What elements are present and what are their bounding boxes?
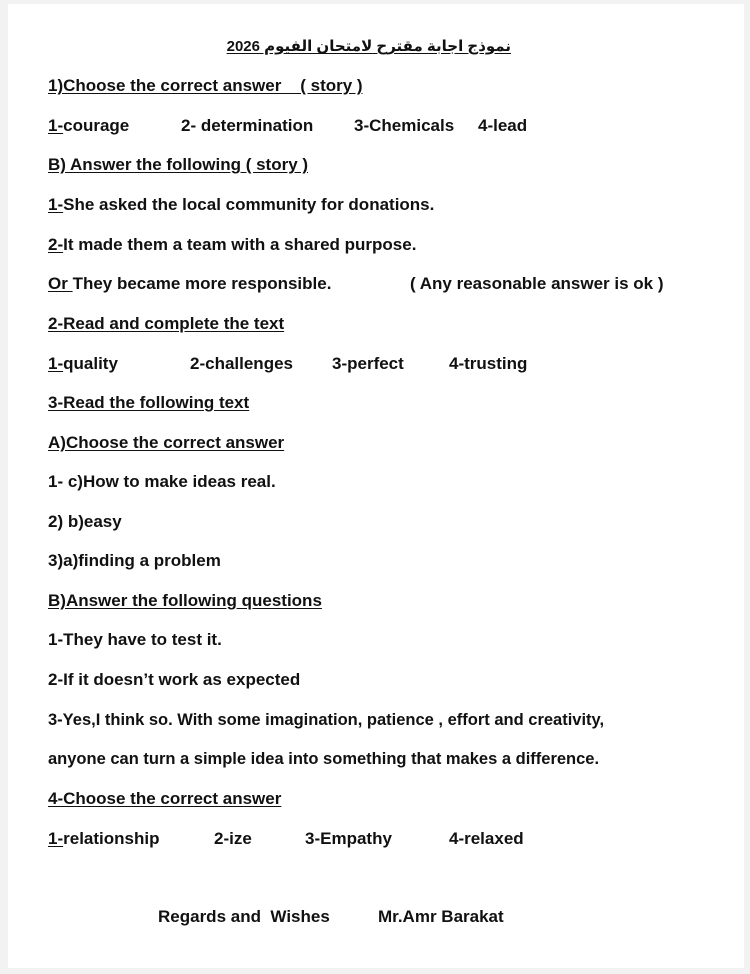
section4-heading: 4-Choose the correct answer <box>48 789 282 808</box>
regards-text: Regards and Wishes <box>158 907 330 926</box>
section3-heading: 3-Read the following text <box>48 393 250 412</box>
answer-text: They became more responsible. <box>72 274 332 293</box>
answer-number: 2- <box>48 235 64 254</box>
answer-text: courage <box>63 116 130 135</box>
section1-b-answer-2 <box>48 235 416 255</box>
answer-number: 1- <box>48 829 64 848</box>
section1-answer-4: 4-lead <box>478 116 528 135</box>
or-label: Or <box>48 274 73 293</box>
reasonable-answer-note: ( Any reasonable answer is ok ) <box>410 274 664 293</box>
section4-answer-4: 4-relaxed <box>449 829 524 848</box>
answer-text: quality <box>63 354 118 373</box>
answer-sheet-page <box>8 4 744 968</box>
section3-b-answer-3-line1: 3-Yes,I think so. With some imagination, patience , effort and creativity, <box>48 711 605 729</box>
section1-heading: 1)Choose the correct answer ( story ) <box>48 76 363 95</box>
answer-text: She asked the local community for donations. <box>63 195 435 214</box>
section1-answer-3: 3-Chemicals <box>354 116 455 135</box>
section4-answer-2: 2-ize <box>214 829 252 848</box>
page-title: نموذج اجابة مقترح لامتحان الفيوم 2026 <box>226 38 511 55</box>
section3-b-heading: B)Answer the following questions <box>48 591 322 610</box>
section3-b-answer-2: 2-If it doesn’t work as expected <box>48 670 301 689</box>
section3-a-answer-3: 3)a)finding a problem <box>48 551 221 570</box>
section3-a-heading: A)Choose the correct answer <box>48 433 285 452</box>
answer-number: 1- <box>48 116 64 135</box>
section1-b-answer-1 <box>48 195 434 215</box>
section2-answer-3: 3-perfect <box>332 354 404 373</box>
section1-b-heading: B) Answer the following ( story ) <box>48 155 309 174</box>
section3-b-answer-1: 1-They have to test it. <box>48 630 222 649</box>
answer-number: 1- <box>48 354 64 373</box>
section3-a-answer-1: 1- c)How to make ideas real. <box>48 472 276 491</box>
author-name: Mr.Amr Barakat <box>378 907 504 926</box>
section3-a-answer-2: 2) b)easy <box>48 512 122 531</box>
section1-answer-2: 2- determination <box>181 116 314 135</box>
section4-answer-3: 3-Empathy <box>305 829 392 848</box>
section2-heading: 2-Read and complete the text <box>48 314 285 333</box>
section1-answer-1 <box>48 116 129 136</box>
section2-answer-1 <box>48 354 118 374</box>
section4-answer-1 <box>48 829 159 849</box>
section2-answer-4: 4-trusting <box>449 354 528 373</box>
section1-b-alternative <box>48 274 331 294</box>
answer-number: 1- <box>48 195 64 214</box>
answer-text: relationship <box>63 829 160 848</box>
section3-b-answer-3-line2: anyone can turn a simple idea into something that makes a difference. <box>48 750 600 768</box>
section2-answer-2: 2-challenges <box>190 354 293 373</box>
answer-text: It made them a team with a shared purpose. <box>63 235 417 254</box>
